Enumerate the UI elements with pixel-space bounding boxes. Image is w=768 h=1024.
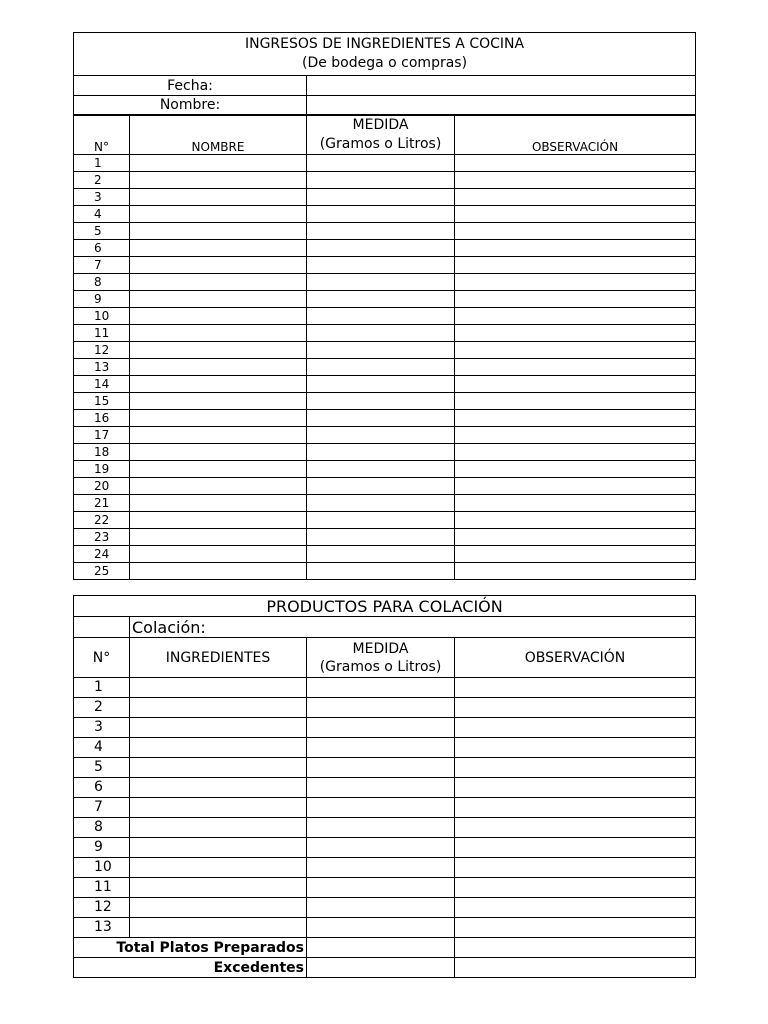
form1-medida-cell[interactable] [307,444,455,461]
form1-nombre-cell[interactable] [130,495,307,512]
form1-observacion-cell[interactable] [455,172,696,189]
form1-medida-cell[interactable] [307,410,455,427]
col-medida-label: MEDIDA [352,117,409,133]
form1-row-number: 11 [74,325,130,342]
form1-medida-cell[interactable] [307,223,455,240]
form1-row-number: 14 [74,376,130,393]
form1-nombre-cell[interactable] [130,342,307,359]
form1-nombre-cell[interactable] [130,461,307,478]
form1-row [74,427,696,444]
excedentes-field[interactable] [307,958,455,978]
form2-observacion-cell[interactable] [455,818,696,838]
form2-observacion-cell[interactable] [455,738,696,758]
form1-row-number: 20 [74,478,130,495]
total-platos-extra[interactable] [455,938,696,958]
form1-observacion-cell[interactable] [455,308,696,325]
form2-ingrediente-cell[interactable] [130,738,307,758]
form1-row-number: 1 [74,155,130,172]
col2-observacion-header: OBSERVACIÓN [455,638,696,678]
col-nombre-header: NOMBRE [130,115,307,155]
col2-medida-header [307,638,455,678]
form1-row [74,342,696,359]
form1-observacion-cell[interactable] [455,342,696,359]
form1-medida-cell[interactable] [307,376,455,393]
form1-medida-cell[interactable] [307,274,455,291]
form1-medida-cell[interactable] [307,461,455,478]
form2-medida-cell[interactable] [307,738,455,758]
form1-observacion-cell[interactable] [455,444,696,461]
form2-row [74,878,696,898]
form1-row [74,359,696,376]
excedentes-label: Excedentes [74,958,307,978]
form1-nombre-cell[interactable] [130,546,307,563]
form2-medida-cell[interactable] [307,798,455,818]
form1-row-number: 23 [74,529,130,546]
form2-ingrediente-cell[interactable] [130,758,307,778]
form1-nombre-cell[interactable] [130,308,307,325]
form2-observacion-cell[interactable] [455,898,696,918]
form2-ingrediente-cell[interactable] [130,698,307,718]
form1-nombre-cell[interactable] [130,240,307,257]
form2-observacion-cell[interactable] [455,758,696,778]
form1-row-number: 19 [74,461,130,478]
form2-medida-cell[interactable] [307,858,455,878]
form2-row-number: 6 [74,778,130,798]
form1-row [74,444,696,461]
form2-medida-cell[interactable] [307,778,455,798]
form2-row-number: 4 [74,738,130,758]
form2-ingrediente-cell[interactable] [130,838,307,858]
form1-nombre-cell[interactable] [130,444,307,461]
total-platos-label: Total Platos Preparados [74,938,307,958]
form1-medida-cell[interactable] [307,529,455,546]
form2-ingrediente-cell[interactable] [130,898,307,918]
form1-nombre-cell[interactable] [130,427,307,444]
form1-row [74,410,696,427]
form1-observacion-cell[interactable] [455,546,696,563]
form1-medida-cell[interactable] [307,172,455,189]
form1-nombre-cell[interactable] [130,257,307,274]
form1-row [74,206,696,223]
form1-row-number: 15 [74,393,130,410]
col2-medida-label: MEDIDA [352,640,409,657]
form1-medida-cell[interactable] [307,240,455,257]
form1-observacion-cell[interactable] [455,478,696,495]
form1-row-number: 10 [74,308,130,325]
form1-row [74,512,696,529]
form1-title-cell [74,33,696,76]
form1-observacion-cell[interactable] [455,206,696,223]
form2-medida-cell[interactable] [307,818,455,838]
col-medida-sublabel: (Gramos o Litros) [319,136,442,152]
form2-observacion-cell[interactable] [455,878,696,898]
form2-observacion-cell[interactable] [455,918,696,938]
form1-observacion-cell[interactable] [455,240,696,257]
form1-row-number: 25 [74,563,130,580]
form2-medida-cell[interactable] [307,878,455,898]
form1-row [74,325,696,342]
form1-row-number: 22 [74,512,130,529]
form1-nombre-cell[interactable] [130,325,307,342]
form1-medida-cell[interactable] [307,512,455,529]
form1-row [74,546,696,563]
form2-observacion-cell[interactable] [455,858,696,878]
nombre-field[interactable] [307,96,696,116]
form1-observacion-cell[interactable] [455,257,696,274]
form1-row-number: 4 [74,206,130,223]
form1-observacion-cell[interactable] [455,427,696,444]
form1-nombre-cell[interactable] [130,274,307,291]
form1-row-number: 24 [74,546,130,563]
form2-ingrediente-cell[interactable] [130,798,307,818]
form1-row [74,308,696,325]
form2-row [74,838,696,858]
form2-row-number: 1 [74,678,130,698]
form2-medida-cell[interactable] [307,838,455,858]
form1-observacion-cell[interactable] [455,410,696,427]
form2-observacion-cell[interactable] [455,718,696,738]
form1-row-number: 5 [74,223,130,240]
form1-medida-cell[interactable] [307,495,455,512]
form1-observacion-cell[interactable] [455,529,696,546]
form1-nombre-cell[interactable] [130,155,307,172]
form1-nombre-cell[interactable] [130,223,307,240]
fecha-label: Fecha: [74,76,307,96]
form1-medida-cell[interactable] [307,546,455,563]
form2-row [74,678,696,698]
form2-row-number: 5 [74,758,130,778]
form1-row [74,461,696,478]
form1-medida-cell[interactable] [307,325,455,342]
form1-medida-cell[interactable] [307,189,455,206]
form1-nombre-cell[interactable] [130,563,307,580]
form1-row-number: 13 [74,359,130,376]
form2-observacion-cell[interactable] [455,798,696,818]
form1-row [74,274,696,291]
form1-observacion-cell[interactable] [455,189,696,206]
form1-row-number: 12 [74,342,130,359]
form1-nombre-cell[interactable] [130,393,307,410]
form1-row [74,240,696,257]
form1-medida-cell[interactable] [307,155,455,172]
form2-medida-cell[interactable] [307,918,455,938]
form2-row-number: 9 [74,838,130,858]
form2-row-number: 2 [74,698,130,718]
form1-row [74,478,696,495]
form2-row-number: 10 [74,858,130,878]
form1-observacion-cell[interactable] [455,291,696,308]
form1-observacion-cell[interactable] [455,274,696,291]
form1-medida-cell[interactable] [307,359,455,376]
form2-row [74,698,696,718]
form2-observacion-cell[interactable] [455,698,696,718]
form1-medida-cell[interactable] [307,393,455,410]
form2-medida-cell[interactable] [307,678,455,698]
fecha-field[interactable] [307,76,696,96]
form2-medida-cell[interactable] [307,758,455,778]
form1-row-number: 6 [74,240,130,257]
form2-medida-cell[interactable] [307,898,455,918]
form2-row [74,718,696,738]
form1-row [74,257,696,274]
form1-medida-cell[interactable] [307,563,455,580]
form2-ingrediente-cell[interactable] [130,858,307,878]
form1-row-number: 16 [74,410,130,427]
col-ingredientes-header: INGREDIENTES [130,638,307,678]
form1-row-number: 9 [74,291,130,308]
form1-nombre-cell[interactable] [130,410,307,427]
form2-row [74,858,696,878]
form1-row-number: 17 [74,427,130,444]
form1-row [74,563,696,580]
form2-ingrediente-cell[interactable] [130,918,307,938]
form1-medida-cell[interactable] [307,478,455,495]
form1-nombre-cell[interactable] [130,478,307,495]
total-platos-field[interactable] [307,938,455,958]
form2-row-number: 8 [74,818,130,838]
form1-row [74,393,696,410]
form2-row-number: 13 [74,918,130,938]
form1-medida-cell[interactable] [307,427,455,444]
form1-observacion-cell[interactable] [455,512,696,529]
form1-row [74,291,696,308]
form2-row [74,898,696,918]
form2-ingrediente-cell[interactable] [130,718,307,738]
form1-row [74,172,696,189]
form1-nombre-cell[interactable] [130,512,307,529]
form1-nombre-cell[interactable] [130,172,307,189]
form1-observacion-cell[interactable] [455,359,696,376]
form2-observacion-cell[interactable] [455,838,696,858]
form2-row [74,738,696,758]
form1-observacion-cell[interactable] [455,325,696,342]
form1-row-number: 21 [74,495,130,512]
form1-row [74,376,696,393]
form1-observacion-cell[interactable] [455,155,696,172]
form1-row [74,529,696,546]
form1-observacion-cell[interactable] [455,563,696,580]
col-num-header: N° [74,115,130,155]
form1-row-number: 8 [74,274,130,291]
colacion-blank [74,617,130,638]
form1-nombre-cell[interactable] [130,376,307,393]
form2-ingrediente-cell[interactable] [130,878,307,898]
form1-row-number: 7 [74,257,130,274]
form2-medida-cell[interactable] [307,698,455,718]
colacion-products-form [73,595,696,978]
form1-nombre-cell[interactable] [130,206,307,223]
form1-row [74,495,696,512]
form1-row-number: 18 [74,444,130,461]
form1-row-number: 2 [74,172,130,189]
form2-ingrediente-cell[interactable] [130,818,307,838]
form2-title: PRODUCTOS PARA COLACIÓN [74,596,696,617]
form1-medida-cell[interactable] [307,342,455,359]
form1-observacion-cell[interactable] [455,223,696,240]
col2-medida-sublabel: (Gramos o Litros) [319,658,442,675]
colacion-label: Colación: [130,617,696,638]
col-observacion-header: OBSERVACIÓN [455,115,696,155]
form2-row-number: 3 [74,718,130,738]
form1-medida-cell[interactable] [307,206,455,223]
form1-observacion-cell[interactable] [455,393,696,410]
form2-row-number: 11 [74,878,130,898]
col2-num-header: N° [74,638,130,678]
form2-ingrediente-cell[interactable] [130,678,307,698]
form1-row [74,155,696,172]
form2-row-number: 12 [74,898,130,918]
form2-observacion-cell[interactable] [455,778,696,798]
form2-row [74,758,696,778]
form1-nombre-cell[interactable] [130,529,307,546]
form2-medida-cell[interactable] [307,718,455,738]
form1-row-number: 3 [74,189,130,206]
form1-nombre-cell[interactable] [130,359,307,376]
form1-nombre-cell[interactable] [130,291,307,308]
form2-row [74,818,696,838]
form2-observacion-cell[interactable] [455,678,696,698]
form1-row [74,223,696,240]
form2-row-number: 7 [74,798,130,818]
form1-medida-cell[interactable] [307,308,455,325]
form1-medida-cell[interactable] [307,291,455,308]
form1-title: INGRESOS DE INGREDIENTES A COCINA [244,36,525,52]
form1-medida-cell[interactable] [307,257,455,274]
form1-observacion-cell[interactable] [455,495,696,512]
nombre-label: Nombre: [74,96,307,116]
form1-subtitle: (De bodega o compras) [301,55,468,71]
excedentes-extra[interactable] [455,958,696,978]
col-medida-header [307,115,455,155]
form1-observacion-cell[interactable] [455,376,696,393]
form1-nombre-cell[interactable] [130,189,307,206]
form2-row [74,918,696,938]
form2-row [74,798,696,818]
form1-row [74,189,696,206]
form1-observacion-cell[interactable] [455,461,696,478]
ingredient-intake-form [73,32,696,580]
form2-ingrediente-cell[interactable] [130,778,307,798]
form2-row [74,778,696,798]
